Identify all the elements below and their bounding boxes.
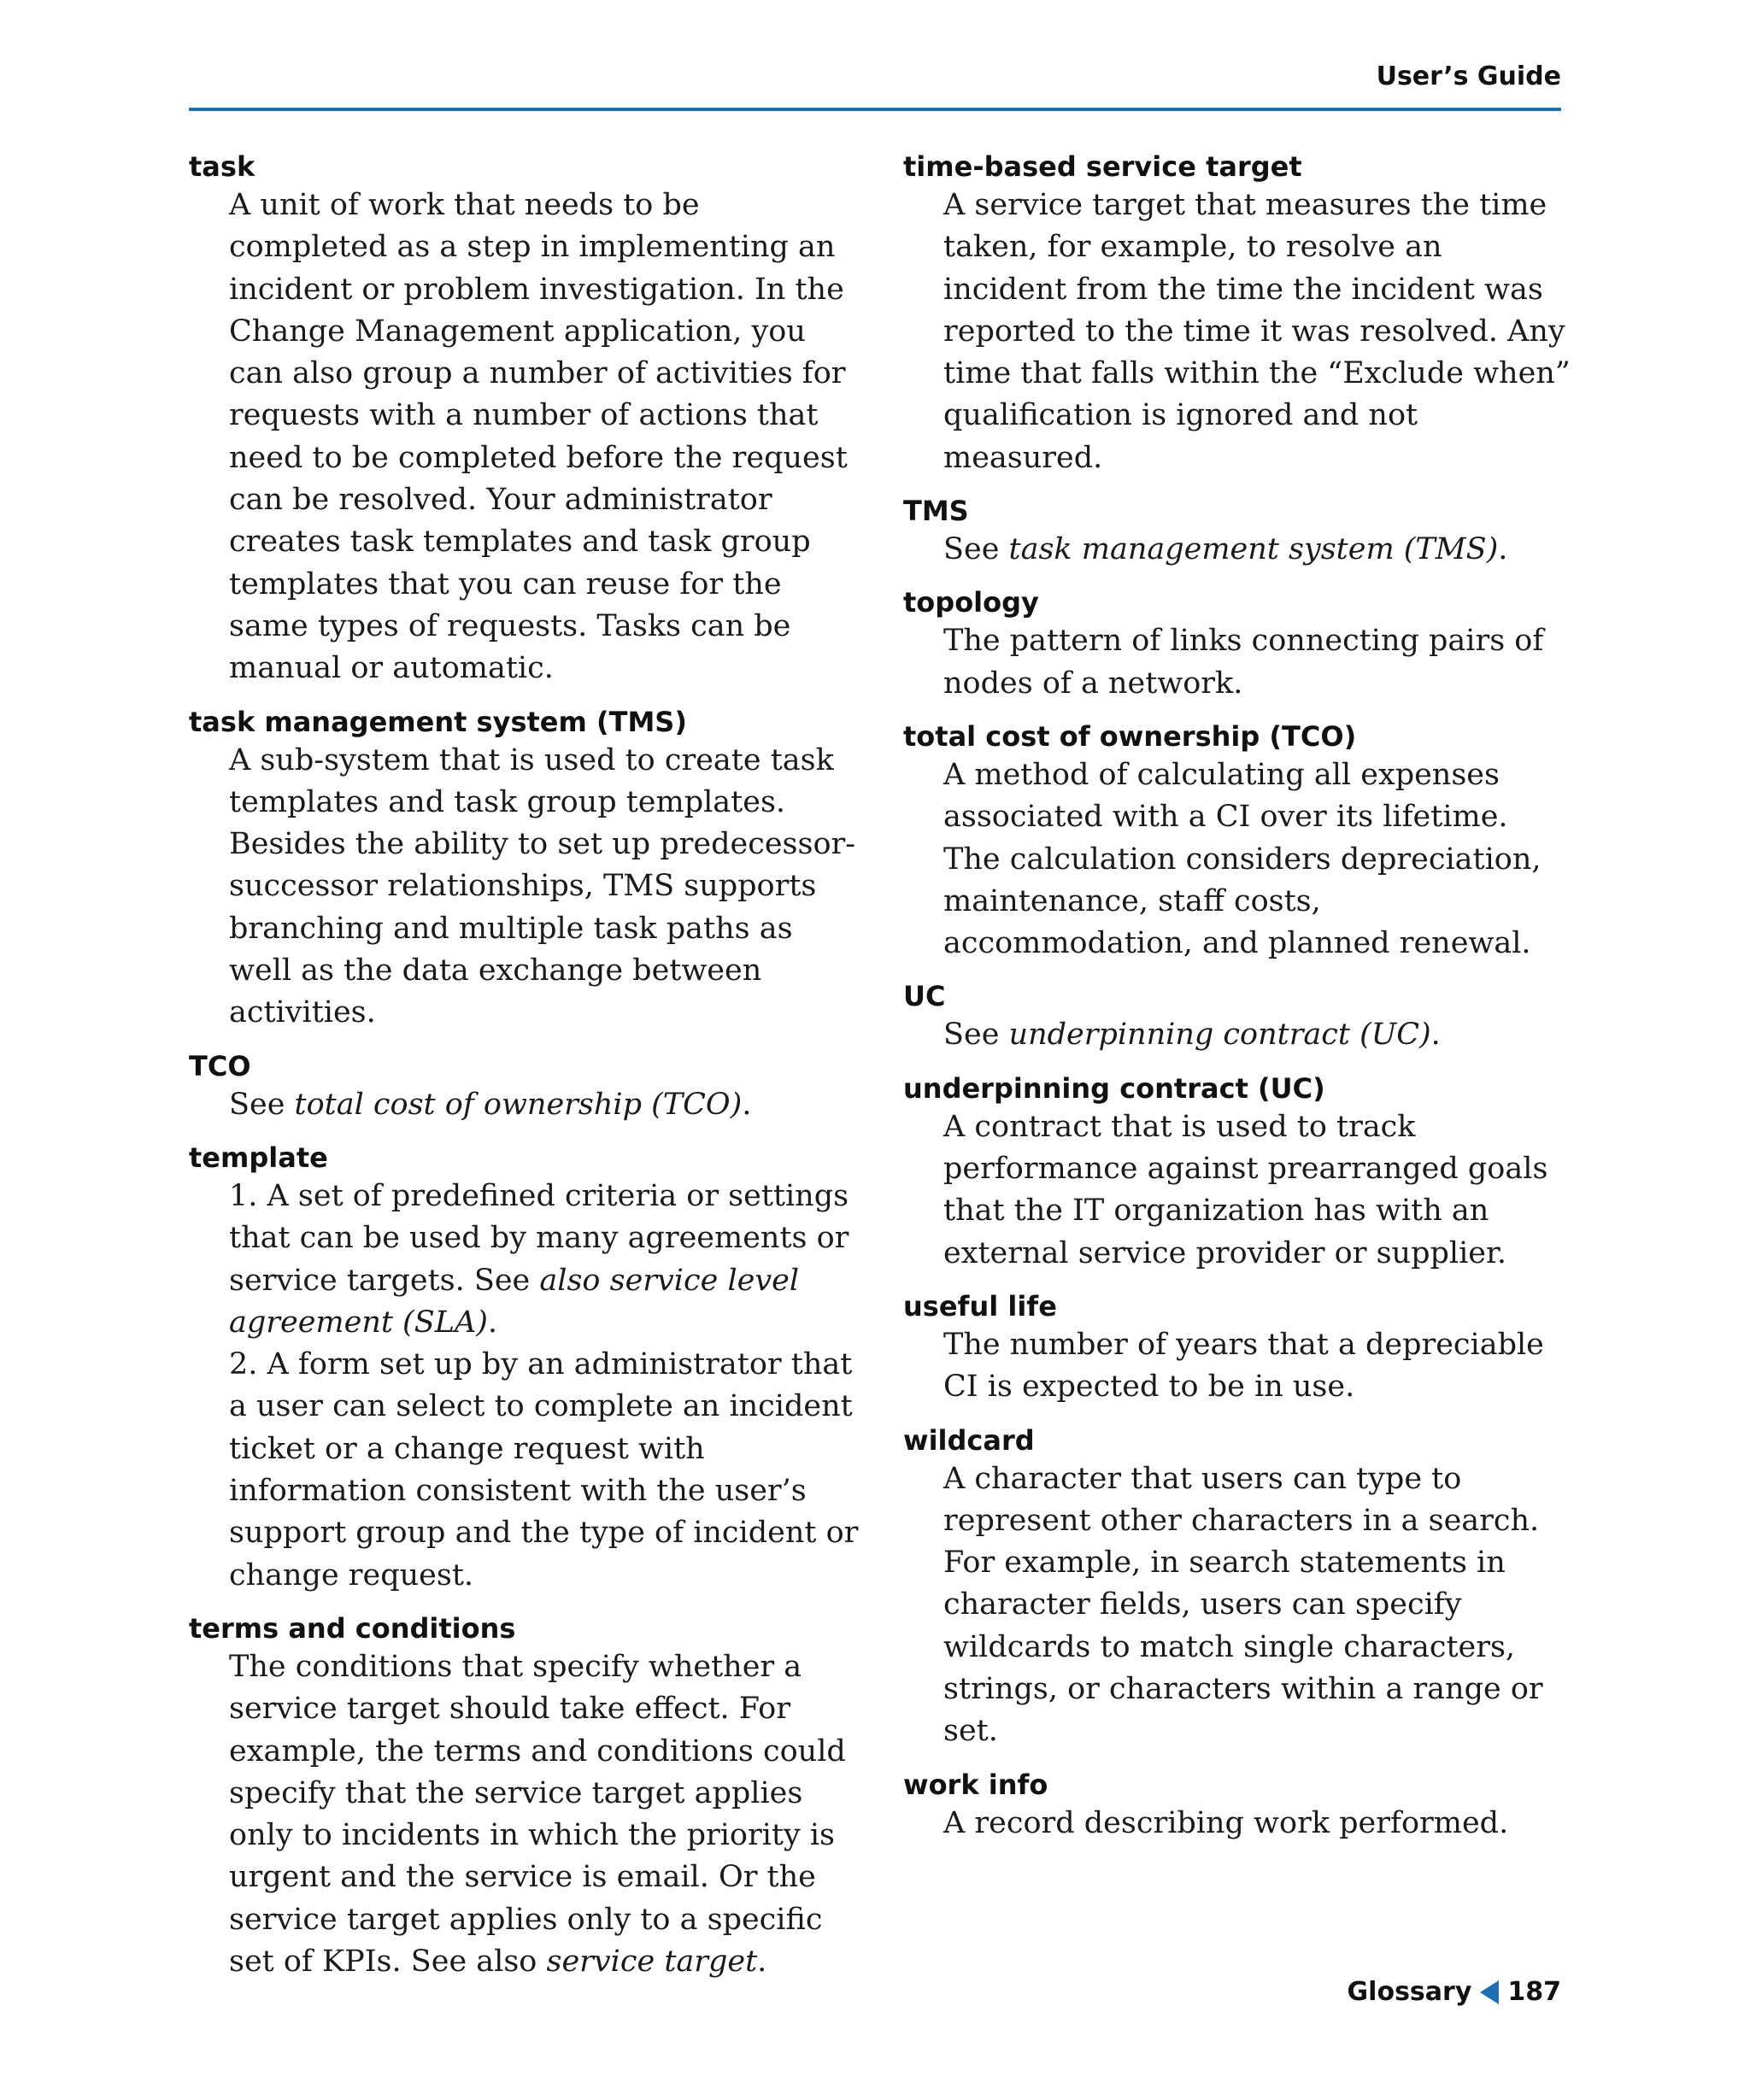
left-triangle-icon xyxy=(1480,1980,1499,2004)
glossary-definition: A contract that is used to track performance against prearranged goals that the IT organization has with an external service provider or supplier. xyxy=(943,1109,1548,1270)
glossary-definition xyxy=(903,529,1574,571)
definition-suffix: . xyxy=(487,1305,498,1340)
glossary-definition: The number of years that a depreciable CI is expected to be in use. xyxy=(943,1327,1544,1405)
glossary-definition: A service target that measures the time taken, for example, to resolve an incident from the time the incident was reported to the time it was resolved. Any time that falls within the “Exclude when” qualification is ignored and not measured. xyxy=(943,188,1571,475)
glossary-term: task xyxy=(189,150,255,183)
see-suffix: . xyxy=(742,1087,752,1122)
glossary-definition xyxy=(903,1014,1574,1056)
see-prefix: See xyxy=(229,1087,295,1122)
glossary-definition: A method of calculating all expenses associated with a CI over its lifetime. The calculation considers depreciation, maintenance, staff costs, accommodation, and planned renewal. xyxy=(943,757,1542,961)
glossary-column-right xyxy=(903,149,1574,1858)
glossary-term: useful life xyxy=(903,1289,1057,1323)
glossary-definition: A record describing work performed. xyxy=(943,1805,1509,1840)
glossary-definition: A unit of work that needs to be completed as a step in implementing an incident or problem investigation. In the Change Management application, you can also group a number of activities for requests with a number of actions that need to be completed before the request can be resolved. Your administrator creates task templates and task group templates that you can reuse for the same types of requests. Tasks can be manual or automatic. xyxy=(229,188,848,686)
glossary-term: template xyxy=(189,1141,328,1174)
cross-reference: task management system (TMS) xyxy=(1008,532,1499,567)
glossary-term: TMS xyxy=(903,495,969,528)
cross-reference: also service level agreement (SLA) xyxy=(229,1263,800,1340)
glossary-term: terms and conditions xyxy=(189,1611,516,1645)
glossary-term: UC xyxy=(903,980,946,1013)
glossary-column-left xyxy=(189,149,860,1997)
definition-text: The conditions that specify whether a service target should take effect. For example, the terms and conditions could specify that the service target applies only to incidents in which the priority is urgent and the service is email. Or the service target applies only to a specific set of KPIs. See also xyxy=(229,1649,846,1979)
glossary-definition: The pattern of links connecting pairs of nodes of a network. xyxy=(943,624,1544,701)
see-suffix: . xyxy=(1498,532,1508,567)
glossary-definition: 2. A form set up by an administrator that a user can select to complete an incident ticket or a change request with information consistent with the user’s support group and the type of incident or change request. xyxy=(229,1347,859,1593)
glossary-term: total cost of ownership (TCO) xyxy=(903,719,1357,753)
cross-reference: total cost of ownership (TCO) xyxy=(294,1087,743,1122)
glossary-definition xyxy=(189,1176,860,1344)
glossary-term: task management system (TMS) xyxy=(189,705,687,738)
glossary-term: TCO xyxy=(189,1049,251,1082)
glossary-definition xyxy=(189,1646,860,1983)
page-number: 187 xyxy=(1507,1977,1561,2007)
cross-reference: underpinning contract (UC) xyxy=(1008,1018,1431,1053)
definition-text: 1. A set of predefined criteria or settings that can be used by many agreements or service targets. See xyxy=(229,1178,849,1298)
running-header: User’s Guide xyxy=(1376,62,1561,91)
see-suffix: . xyxy=(1430,1018,1441,1053)
glossary-definition xyxy=(189,1084,860,1126)
footer-section: Glossary xyxy=(1347,1977,1472,2007)
definition-suffix: . xyxy=(757,1944,767,1979)
glossary-term: underpinning contract (UC) xyxy=(903,1071,1325,1105)
glossary-definition: A character that users can type to represent other characters in a search. For example, in search statements in character fields, users can specify wildcards to match single characters, strings, or characters within a range or set. xyxy=(943,1461,1543,1749)
page-footer xyxy=(1348,1977,1561,2007)
glossary-term: wildcard xyxy=(903,1423,1035,1457)
header-rule xyxy=(189,108,1561,111)
see-prefix: See xyxy=(943,1018,1009,1053)
glossary-term: work info xyxy=(903,1768,1048,1801)
glossary-term: time-based service target xyxy=(903,150,1302,183)
glossary-definition: A sub-system that is used to create task templates and task group templates. Besides the ability to set up predecessor-successor relationships, TMS supports branching and multiple task paths as well as the data exchange between activities. xyxy=(229,742,856,1030)
cross-reference: service target xyxy=(546,1944,758,1979)
see-prefix: See xyxy=(943,532,1009,567)
glossary-term: topology xyxy=(903,586,1039,619)
